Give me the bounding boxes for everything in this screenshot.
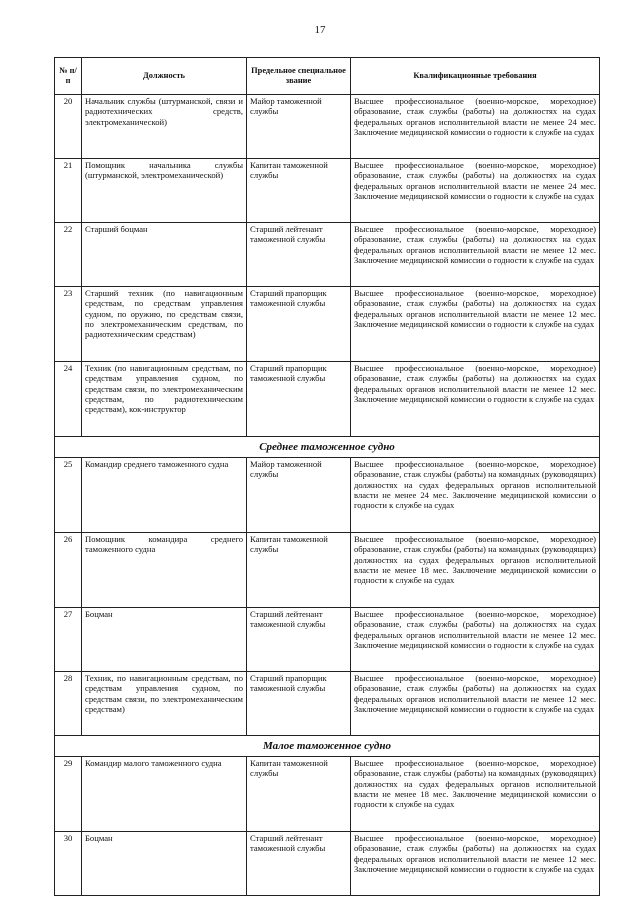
row-rank: Старший прапорщик таможенной службы <box>247 672 351 736</box>
row-requirements: Высшее профессиональное (военно-морское, мореходное) образование, стаж службы (работы) на командных (руководящих) должностях на судах федеральных органов исполнительной власти не менее 24 мес. Заключение медицинской комиссии о годности к службе на судах <box>351 458 600 533</box>
row-position: Техник, по навигационным средствам, по средствам управления судном, по средствам связи, по электромеханическим средствам) <box>82 672 247 736</box>
row-rank: Старший лейтенант таможенной службы <box>247 223 351 287</box>
table-body <box>55 95 600 896</box>
row-number: 29 <box>55 757 82 832</box>
row-requirements: Высшее профессиональное (военно-морское, мореходное) образование, стаж службы (работы) на командных (руководящих) должностях на судах федеральных органов исполнительной власти не менее 18 мес. Заключение медицинской комиссии о годности к службе на судах <box>351 757 600 832</box>
row-position: Техник (по навигационным средствам, по средствам управления судном, по средствам связи, по электромеханическим средствам, по радиотехническим средствам), кок-инструктор <box>82 362 247 437</box>
row-number: 23 <box>55 287 82 362</box>
table-row <box>55 159 600 223</box>
row-number: 30 <box>55 832 82 896</box>
row-requirements: Высшее профессиональное (военно-морское, мореходное) образование, стаж службы (работы) на должностях на судах федеральных органов исполнительной власти не менее 24 мес. Заключение медицинской комиссии о годности к службе на судах <box>351 159 600 223</box>
row-number: 22 <box>55 223 82 287</box>
row-position: Старший техник (по навигационным средствам, по средствам управления судном, по оружию, по средствам связи, по электромеханическим средствам, по радиотехническим средствам) <box>82 287 247 362</box>
row-number: 20 <box>55 95 82 159</box>
header-rank: Предельное специальное звание <box>247 58 351 95</box>
row-number: 24 <box>55 362 82 437</box>
table-row <box>55 672 600 736</box>
table-row <box>55 757 600 832</box>
row-number: 25 <box>55 458 82 533</box>
section-title: Малое таможенное судно <box>55 736 600 757</box>
row-requirements: Высшее профессиональное (военно-морское, мореходное) образование, стаж службы (работы) на командных (руководящих) должностях на судах федеральных органов исполнительной власти не менее 18 мес. Заключение медицинской комиссии о годности к службе на судах <box>351 533 600 608</box>
table-row <box>55 287 600 362</box>
row-position: Командир малого таможенного судна <box>82 757 247 832</box>
table-row <box>55 458 600 533</box>
table-row <box>55 362 600 437</box>
table-row <box>55 832 600 896</box>
table-row <box>55 533 600 608</box>
header-requirements: Квалификационные требования <box>351 58 600 95</box>
row-number: 27 <box>55 608 82 672</box>
row-requirements: Высшее профессиональное (военно-морское, мореходное) образование, стаж службы (работы) на должностях на судах федеральных органов исполнительной власти не менее 12 мес. Заключение медицинской комиссии о годности к службе на судах <box>351 362 600 437</box>
header-num: № п/п <box>55 58 82 95</box>
row-requirements: Высшее профессиональное (военно-морское, мореходное) образование, стаж службы (работы) на должностях на судах федеральных органов исполнительной власти не менее 12 мес. Заключение медицинской комиссии о годности к службе на судах <box>351 672 600 736</box>
row-position: Боцман <box>82 608 247 672</box>
row-rank: Старший прапорщик таможенной службы <box>247 287 351 362</box>
page-number: 17 <box>314 24 326 36</box>
row-position: Старший боцман <box>82 223 247 287</box>
row-position: Помощник начальника службы (штурманской, электромеханической) <box>82 159 247 223</box>
qualification-table <box>54 57 600 896</box>
row-position: Помощник командира среднего таможенного судна <box>82 533 247 608</box>
row-requirements: Высшее профессиональное (военно-морское, мореходное) образование, стаж службы (работы) на должностях на судах федеральных органов исполнительной власти не менее 24 мес. Заключение медицинской комиссии о годности к службе на судах <box>351 95 600 159</box>
row-requirements: Высшее профессиональное (военно-морское, мореходное) образование, стаж службы (работы) на должностях на судах федеральных органов исполнительной власти не менее 12 мес. Заключение медицинской комиссии о годности к службе на судах <box>351 608 600 672</box>
row-position: Боцман <box>82 832 247 896</box>
row-number: 26 <box>55 533 82 608</box>
row-number: 21 <box>55 159 82 223</box>
row-requirements: Высшее профессиональное (военно-морское, мореходное) образование, стаж службы (работы) на должностях на судах федеральных органов исполнительной власти не менее 12 мес. Заключение медицинской комиссии о годности к службе на судах <box>351 287 600 362</box>
row-rank: Старший лейтенант таможенной службы <box>247 832 351 896</box>
row-requirements: Высшее профессиональное (военно-морское, мореходное) образование, стаж службы (работы) на должностях на судах федеральных органов исполнительной власти не менее 12 мес. Заключение медицинской комиссии о годности к службе на судах <box>351 223 600 287</box>
row-position: Командир среднего таможенного судна <box>82 458 247 533</box>
section-row <box>55 736 600 757</box>
row-rank: Старший лейтенант таможенной службы <box>247 608 351 672</box>
table-row <box>55 608 600 672</box>
row-rank: Капитан таможенной службы <box>247 533 351 608</box>
row-rank: Капитан таможенной службы <box>247 159 351 223</box>
row-rank: Капитан таможенной службы <box>247 757 351 832</box>
header-position: Должность <box>82 58 247 95</box>
row-position: Начальник службы (штурманской, связи и радиотехнических средств, электромеханической) <box>82 95 247 159</box>
row-number: 28 <box>55 672 82 736</box>
row-rank: Старший прапорщик таможенной службы <box>247 362 351 437</box>
section-row <box>55 437 600 458</box>
table-header <box>55 58 600 95</box>
section-title: Среднее таможенное судно <box>55 437 600 458</box>
row-requirements: Высшее профессиональное (военно-морское, мореходное) образование, стаж службы (работы) на должностях на судах федеральных органов исполнительной власти не менее 12 мес. Заключение медицинской комиссии о годности к службе на судах <box>351 832 600 896</box>
table-row <box>55 223 600 287</box>
table-row <box>55 95 600 159</box>
row-rank: Майор таможенной службы <box>247 95 351 159</box>
row-rank: Майор таможенной службы <box>247 458 351 533</box>
